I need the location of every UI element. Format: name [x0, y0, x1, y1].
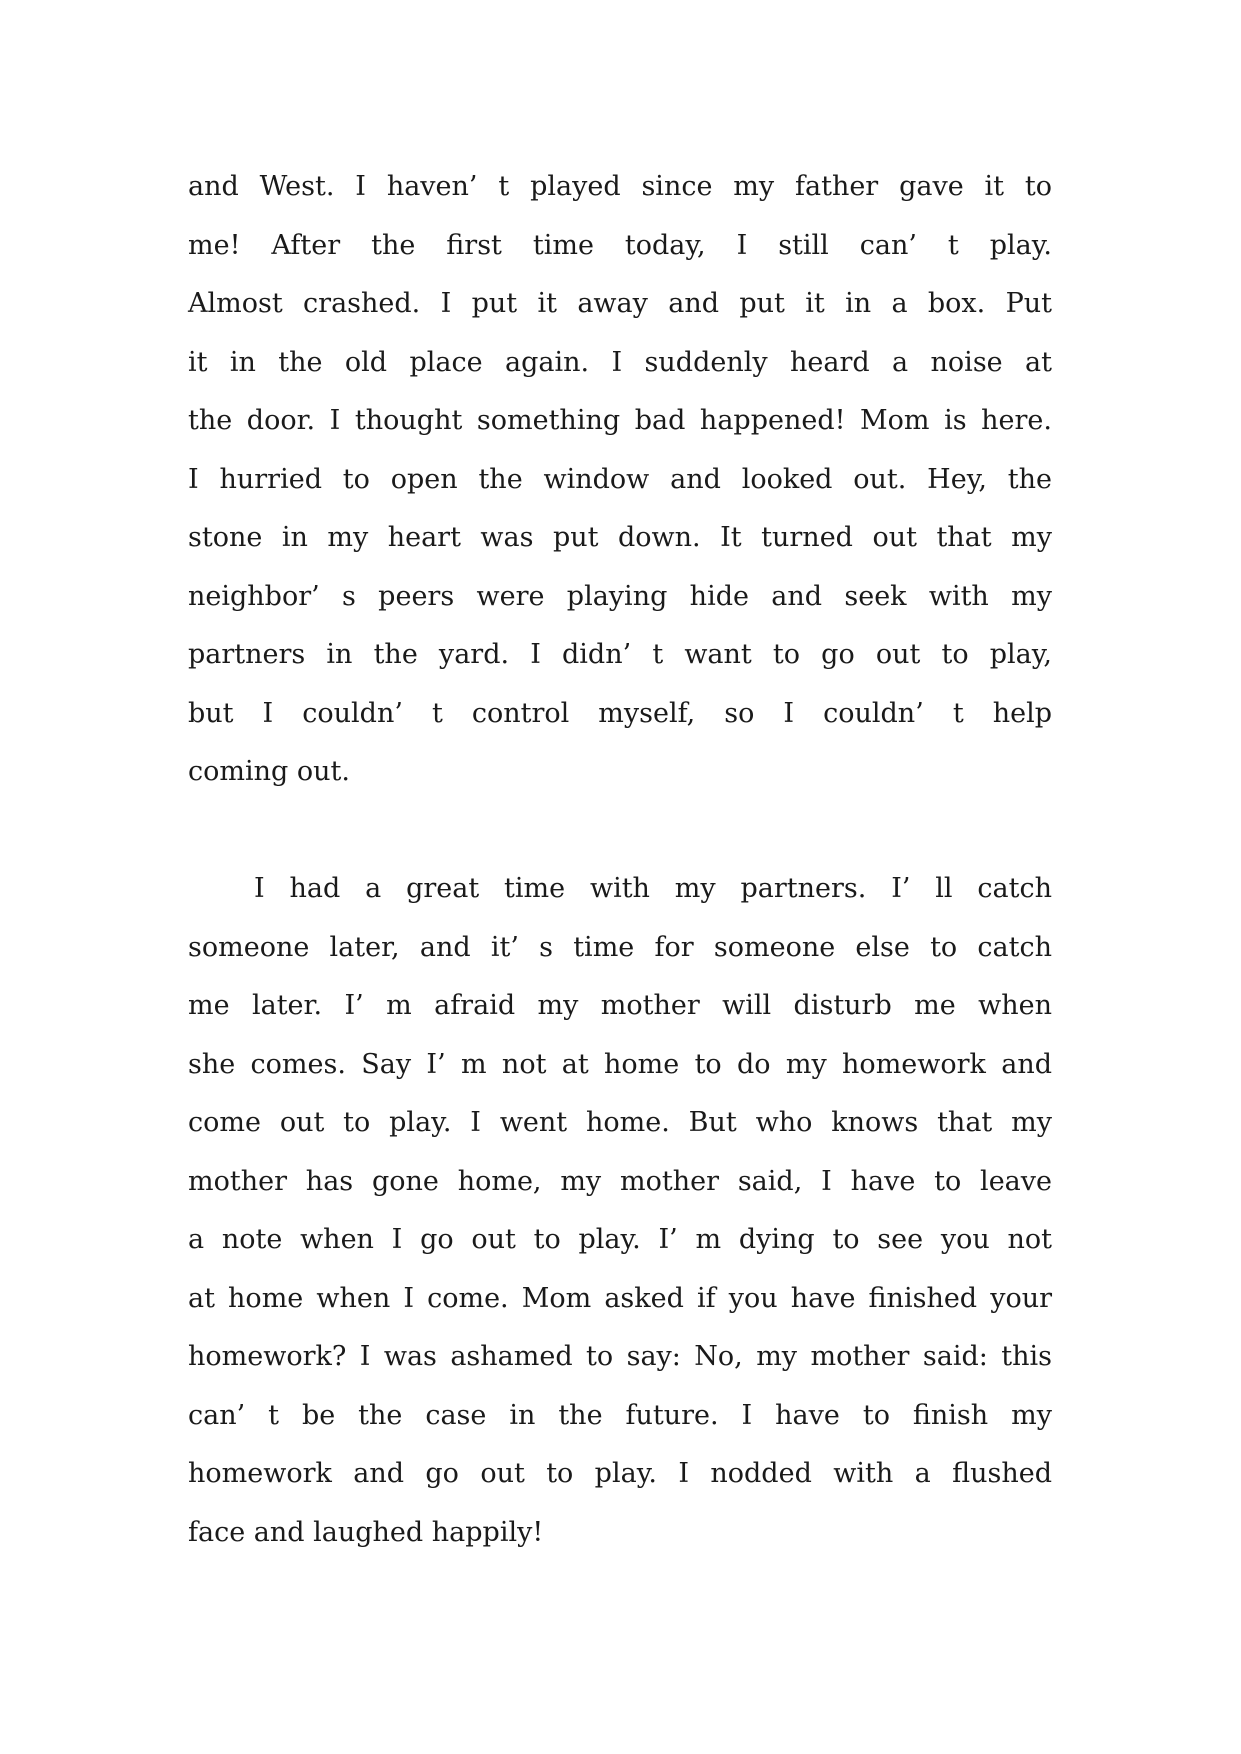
paragraph-line: neighbor’ s peers were playing hide and seek with my — [188, 580, 1052, 612]
paragraph-line: come out to play. I went home. But who knows that my — [188, 1107, 1052, 1138]
paragraph-line: but I couldn’ t control myself, so I couldn’ t help — [188, 697, 1052, 729]
paragraph-line: I had a great time with my partners. I’ ll catch — [254, 873, 1052, 904]
paragraph-line: at home when I come. Mom asked if you have finished your — [188, 1282, 1052, 1314]
paragraph-line: a note when I go out to play. I’ m dying to see you not — [188, 1224, 1052, 1255]
paragraph-line: homework? I was ashamed to say: No, my mother said: this — [188, 1341, 1052, 1372]
paragraph-line: me! After the first time today, I still can’ t play. — [188, 229, 1052, 261]
paragraph-line: someone later, and it’ s time for someone else to catch — [188, 931, 1052, 963]
paragraph-line: partners in the yard. I didn’ t want to go out to play, — [188, 639, 1052, 670]
paragraph-line: the door. I thought something bad happened! Mom is here. — [188, 405, 1052, 436]
paragraph-line: can’ t be the case in the future. I have to finish my — [188, 1399, 1052, 1431]
paragraph-2 — [188, 860, 1052, 1562]
paragraph-line: mother has gone home, my mother said, I have to leave — [188, 1165, 1052, 1197]
paragraph-line: face and laughed happily! — [188, 1516, 544, 1548]
paragraph-line: coming out. — [188, 756, 350, 787]
paragraph-line: she comes. Say I’ m not at home to do my homework and — [188, 1048, 1052, 1080]
paragraph-line: stone in my heart was put down. It turned out that my — [188, 522, 1052, 553]
paragraph-line: Almost crashed. I put it away and put it in a box. Put — [188, 288, 1052, 319]
paragraph-line: me later. I’ m afraid my mother will disturb me when — [188, 990, 1052, 1021]
paragraph-line: it in the old place again. I suddenly heard a noise at — [188, 346, 1052, 378]
paragraph-line: homework and go out to play. I nodded with a flushed — [188, 1458, 1052, 1489]
paragraph-1 — [188, 158, 1052, 802]
paragraph-line: I hurried to open the window and looked out. Hey, the — [188, 463, 1052, 495]
paragraph-line: and West. I haven’ t played since my father gave it to — [188, 171, 1052, 202]
